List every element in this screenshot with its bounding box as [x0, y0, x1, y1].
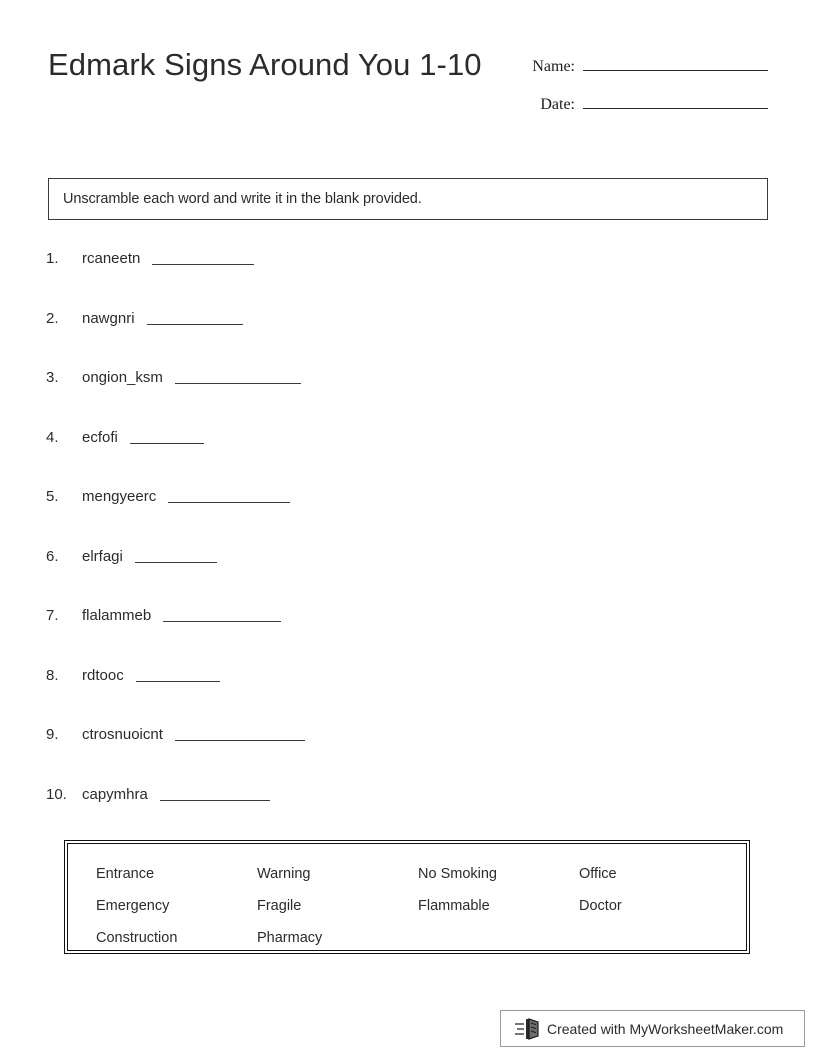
answer-blank[interactable] — [152, 263, 254, 265]
worksheet-header — [48, 44, 768, 144]
question-row — [46, 724, 686, 784]
answer-blank[interactable] — [168, 501, 290, 503]
instruction-text: Unscramble each word and write it in the blank provided. — [63, 191, 422, 207]
question-number: 10. — [46, 785, 67, 803]
name-label: Name: — [532, 58, 575, 75]
footer-badge[interactable] — [500, 1010, 805, 1047]
answer-blank[interactable] — [163, 620, 281, 622]
answer-blank[interactable] — [135, 561, 217, 563]
word-bank-item: Construction — [96, 930, 178, 946]
word-bank-column — [257, 858, 418, 950]
name-write-line[interactable] — [583, 52, 768, 71]
word-bank-item: No Smoking — [418, 866, 497, 882]
word-bank-item: Entrance — [96, 866, 155, 882]
date-row — [522, 90, 768, 128]
question-row — [46, 605, 686, 665]
answer-blank[interactable] — [147, 323, 243, 325]
scrambled-word: ctrosnuoicnt — [82, 726, 163, 743]
question-number: 4. — [46, 428, 59, 446]
answer-blank[interactable] — [160, 799, 270, 801]
question-row — [46, 546, 686, 606]
myworksheetmaker-logo-icon — [515, 1018, 541, 1040]
scrambled-word: nawgnri — [82, 309, 135, 327]
word-bank-column — [579, 858, 740, 950]
question-number: 1. — [46, 250, 59, 267]
question-row — [46, 665, 686, 725]
scrambled-word: capymhra — [82, 785, 148, 803]
footer-badge-text: Created with MyWorksheetMaker.com — [547, 1020, 784, 1037]
question-number: 3. — [46, 369, 59, 386]
scrambled-word: rcaneetn — [82, 250, 141, 267]
word-bank-box — [64, 840, 750, 954]
question-row — [46, 784, 686, 844]
word-bank-item: Fragile — [257, 898, 302, 914]
scrambled-word: mengyeerc — [82, 488, 157, 505]
question-number: 6. — [46, 547, 59, 565]
question-row — [46, 427, 686, 487]
page-title: Edmark Signs Around You 1-10 — [48, 47, 482, 82]
word-bank-column — [418, 858, 579, 950]
question-row — [46, 367, 686, 427]
date-label: Date: — [540, 96, 575, 113]
word-bank-column — [96, 858, 257, 950]
name-row — [522, 52, 768, 90]
date-write-line[interactable] — [583, 90, 768, 109]
question-number: 5. — [46, 488, 59, 505]
word-bank-item: Pharmacy — [257, 930, 323, 946]
question-number: 9. — [46, 726, 59, 743]
word-bank-item: Office — [579, 866, 617, 882]
answer-blank[interactable] — [175, 739, 305, 741]
question-number: 2. — [46, 309, 59, 327]
question-row — [46, 248, 686, 308]
answer-blank[interactable] — [130, 442, 204, 444]
scrambled-word: ecfofi — [82, 428, 118, 446]
scrambled-word: ongion_ksm — [82, 369, 163, 386]
question-list — [46, 248, 686, 843]
answer-blank[interactable] — [175, 382, 301, 384]
name-date-block — [522, 52, 768, 128]
word-bank-inner — [67, 843, 747, 951]
question-number: 7. — [46, 607, 59, 624]
scrambled-word: elrfagi — [82, 547, 123, 565]
scrambled-word: rdtooc — [82, 666, 124, 684]
question-row — [46, 308, 686, 368]
word-bank-item: Warning — [257, 866, 311, 882]
scrambled-word: flalammeb — [82, 607, 152, 624]
question-row — [46, 486, 686, 546]
word-bank-item: Flammable — [418, 898, 490, 914]
question-number: 8. — [46, 666, 59, 684]
word-bank-item: Emergency — [96, 898, 170, 914]
answer-blank[interactable] — [136, 680, 220, 682]
word-bank-item: Doctor — [579, 898, 622, 914]
instruction-box — [48, 178, 768, 220]
